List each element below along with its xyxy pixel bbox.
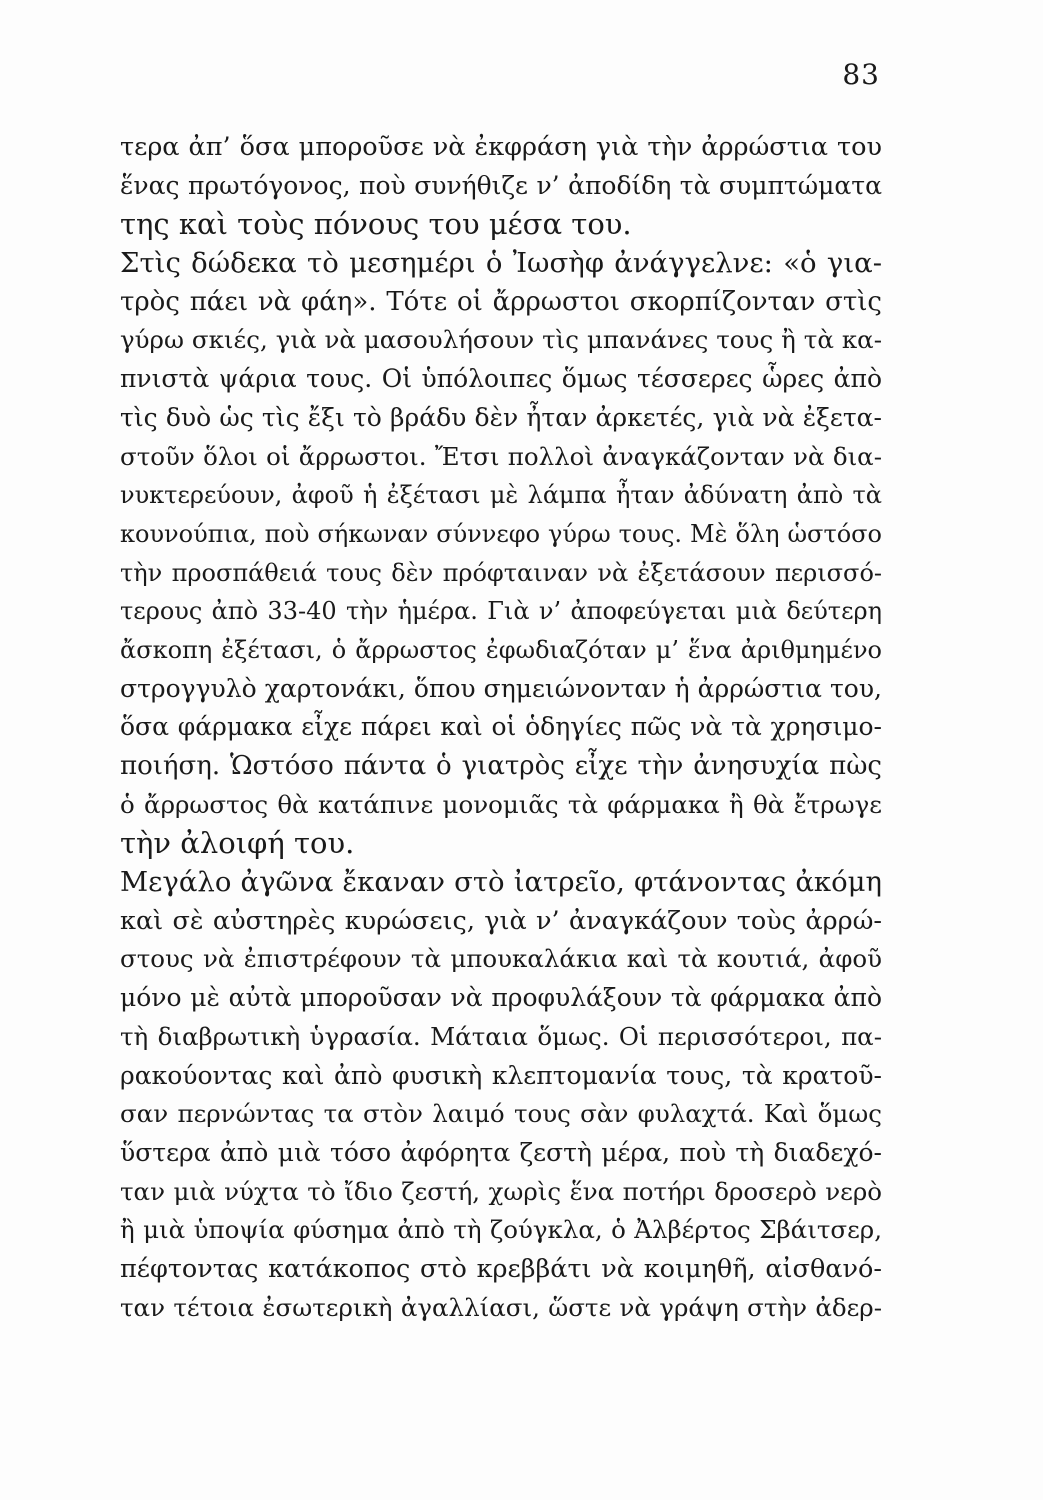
text-line: τερους ἀπὸ 33-40 τὴν ἡμέρα. Γιὰ ν’ ἀποφεύγεται μιὰ δεύτερη <box>120 597 882 626</box>
text-line: πέφτοντας κατάκοπος στὸ κρεββάτι νὰ κοιμηθῆ, αἰσθανό- <box>120 1253 882 1284</box>
text-line: πνιστὰ ψάρια τους. Οἱ ὑπόλοιπες ὅμως τέσσερες ὧρες ἀπὸ <box>120 364 882 394</box>
text-line: στοῦν ὅλοι οἱ ἄρρωστοι. Ἔτσι πολλοὶ ἀναγκάζονταν νὰ δια- <box>120 441 882 471</box>
text-line: ποιήση. Ὡστόσο πάντα ὁ γιατρὸς εἶχε τὴν ἀνησυχία πὼς <box>120 751 882 781</box>
text-line: σαν περνώντας τα στὸν λαιμό τους σὰν φυλαχτά. Καὶ ὅμως <box>120 1099 882 1129</box>
text-line: ὕστερα ἀπὸ μιὰ τόσο ἀφόρητα ζεστὴ μέρα, ποὺ τὴ διαδεχό- <box>120 1137 882 1167</box>
text-line: Στὶς δώδεκα τὸ μεσημέρι ὁ Ἰωσὴφ ἀνάγγελνε: «ὁ για- <box>120 247 882 280</box>
text-line: κουνούπια, ποὺ σήκωναν σύννεφο γύρω τους. Μὲ ὅλη ὡστόσο <box>120 519 882 548</box>
text-line: ταν μιὰ νύχτα τὸ ἴδιο ζεστή, χωρὶς ἕνα ποτήρι δροσερὸ νερὸ <box>120 1176 882 1206</box>
body-text <box>120 128 882 1327</box>
text-line: μόνο μὲ αὐτὰ μποροῦσαν νὰ προφυλάξουν τὰ φάρμακα ἀπὸ <box>120 983 882 1013</box>
text-line: ἕνας πρωτόγονος, ποὺ συνήθιζε ν’ ἀποδίδη τὰ συμπτώματα <box>120 170 882 200</box>
text-line: νυκτερεύουν, ἀφοῦ ἡ ἐξέτασι μὲ λάμπα ἦταν ἀδύνατη ἀπὸ τὰ <box>120 481 882 510</box>
text-line: καὶ σὲ αὐστηρὲς κυρώσεις, γιὰ ν’ ἀναγκάζουν τοὺς ἀρρώ- <box>120 905 882 936</box>
text-line: ὁ ἄρρωστος θὰ κατάπινε μονομιᾶς τὰ φάρμακα ἢ θὰ ἔτρωγε <box>120 789 882 819</box>
text-line: της καὶ τοὺς πόνους του μέσα του. <box>120 207 632 242</box>
text-line: τρὸς πάει νὰ φάη». Τότε οἱ ἄρρωστοι σκορπίζονταν στὶς <box>120 286 882 317</box>
text-line: τὴ διαβρωτικὴ ὑγρασία. Μάταια ὅμως. Οἱ περισσότεροι, πα- <box>120 1021 882 1051</box>
text-line: τὶς δυὸ ὡς τὶς ἔξι τὸ βράδυ δὲν ἦταν ἀρκετές, γιὰ νὰ ἐξετα- <box>120 402 882 432</box>
text-line: Μεγάλο ἀγῶνα ἔκαναν στὸ ἰατρεῖο, φτάνοντας ἀκόμη <box>120 866 882 899</box>
text-line: στρογγυλὸ χαρτονάκι, ὅπου σημειώνονταν ἡ ἀρρώστια του, <box>120 673 882 703</box>
text-line: τὴν προσπάθειά τους δὲν πρόφταιναν νὰ ἐξετάσουν περισσό- <box>120 558 882 587</box>
text-line: τὴν ἀλοιφή του. <box>120 826 355 861</box>
text-line: ρακούοντας καὶ ἀπὸ φυσικὴ κλεπτομανία τους, τὰ κρατοῦ- <box>120 1060 882 1090</box>
page-number: 83 <box>842 58 880 91</box>
text-line: τερα ἀπ’ ὅσα μποροῦσε νὰ ἐκφράση γιὰ τὴν ἀρρώστια του <box>120 132 882 162</box>
text-line: ἄσκοπη ἐξέτασι, ὁ ἄρρωστος ἐφωδιαζόταν μ’ ἕνα ἀριθμημένο <box>120 635 882 664</box>
text-line: ὅσα φάρμακα εἶχε πάρει καὶ οἱ ὁδηγίες πῶς νὰ τὰ χρησιμο- <box>120 712 882 742</box>
text-line: ἢ μιὰ ὑποψία φύσημα ἀπὸ τὴ ζούγκλα, ὁ Ἀλβέρτος Σβάιτσερ, <box>120 1215 882 1245</box>
text-line: ταν τέτοια ἐσωτερικὴ ἀγαλλίασι, ὥστε νὰ γράψη στὴν ἀδερ- <box>120 1292 882 1322</box>
text-line: στους νὰ ἐπιστρέφουν τὰ μπουκαλάκια καὶ τὰ κουτιά, ἀφοῦ <box>120 944 882 974</box>
text-line: γύρω σκιές, γιὰ νὰ μασουλήσουν τὶς μπανάνες τους ἢ τὰ κα- <box>120 325 882 355</box>
